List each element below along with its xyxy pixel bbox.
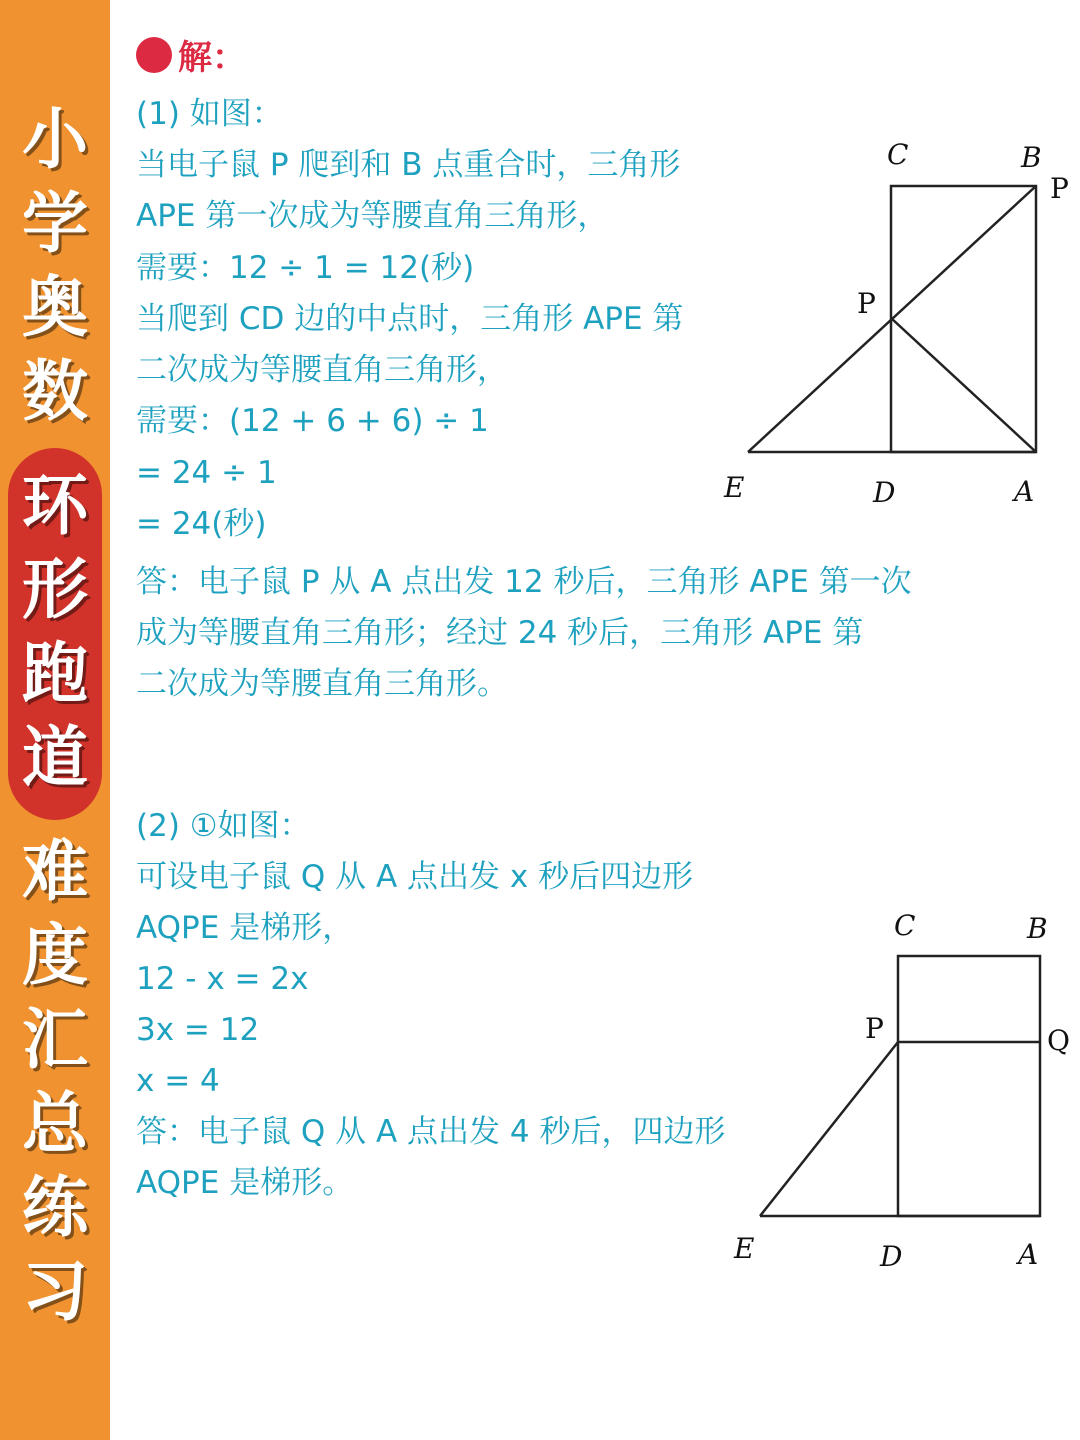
solution-title: 解： bbox=[178, 38, 246, 78]
part2-answer-line: 答：电子鼠 Q 从 A 点出发 4 秒后，四边形 bbox=[136, 1114, 726, 1150]
label-d: D bbox=[880, 1240, 903, 1273]
label-a: A bbox=[1018, 1238, 1039, 1271]
sidebar-char: 形 bbox=[22, 551, 88, 628]
sidebar-char: 奥 bbox=[22, 269, 88, 346]
sidebar-char: 学 bbox=[22, 185, 88, 262]
sidebar bbox=[0, 0, 110, 1440]
segment-e-to-p bbox=[760, 1042, 898, 1216]
label-p-mid: P bbox=[857, 287, 876, 320]
part1-line: 当电子鼠 P 爬到和 B 点重合时，三角形 bbox=[136, 147, 681, 183]
label-c: C bbox=[887, 138, 909, 171]
part2-line: 可设电子鼠 Q 从 A 点出发 x 秒后四边形 bbox=[136, 859, 694, 895]
label-e: E bbox=[724, 471, 745, 504]
part2-line: 12 - x = 2x bbox=[136, 961, 309, 997]
label-p: P bbox=[865, 1012, 884, 1045]
part1-line: 二次成为等腰直角三角形， bbox=[136, 352, 508, 388]
label-e: E bbox=[734, 1232, 755, 1265]
part1-answer-line: 二次成为等腰直角三角形。 bbox=[136, 666, 508, 702]
part1-line: 需要：12 ÷ 1 = 12(秒) bbox=[136, 250, 475, 286]
geometry-figure-1 bbox=[700, 130, 1080, 530]
sidebar-char: 汇 bbox=[22, 1001, 88, 1078]
part2-line: 3x = 12 bbox=[136, 1012, 260, 1048]
part2-line: (2) ①如图： bbox=[136, 808, 311, 844]
sidebar-char: 小 bbox=[22, 101, 88, 178]
bullet-dot-icon bbox=[136, 37, 172, 73]
sidebar-char: 难 bbox=[22, 833, 88, 910]
sidebar-char: 环 bbox=[22, 467, 88, 544]
part2-answer-line: AQPE 是梯形。 bbox=[136, 1165, 354, 1201]
label-d: D bbox=[873, 476, 896, 509]
label-a: A bbox=[1014, 475, 1035, 508]
sidebar-char: 练 bbox=[22, 1169, 88, 1246]
part1-line: (1) 如图： bbox=[136, 96, 283, 132]
label-c: C bbox=[894, 909, 916, 942]
rectangle-abcd bbox=[898, 956, 1040, 1216]
sidebar-char: 跑 bbox=[22, 635, 88, 712]
sidebar-char: 数 bbox=[22, 353, 88, 430]
sidebar-char: 度 bbox=[22, 917, 88, 994]
sidebar-char: 道 bbox=[22, 719, 88, 796]
part1-line: 需要：(12 + 6 + 6) ÷ 1 bbox=[136, 403, 489, 439]
label-p-corner: P bbox=[1050, 172, 1069, 205]
part2-line: AQPE 是梯形， bbox=[136, 910, 354, 946]
segment-p-to-a bbox=[891, 318, 1036, 452]
rectangle-abcd bbox=[891, 186, 1036, 452]
geometry-figure-2 bbox=[700, 900, 1080, 1280]
sidebar-char: 习 bbox=[22, 1253, 88, 1330]
solution-header bbox=[136, 30, 246, 79]
part1-line: APE 第一次成为等腰直角三角形， bbox=[136, 198, 609, 234]
part1-line: = 24 ÷ 1 bbox=[136, 455, 277, 491]
label-b: B bbox=[1021, 141, 1042, 174]
part1-line: 当爬到 CD 边的中点时，三角形 APE 第 bbox=[136, 301, 684, 337]
part2-line: x = 4 bbox=[136, 1063, 220, 1099]
part1-answer-line: 成为等腰直角三角形；经过 24 秒后，三角形 APE 第 bbox=[136, 615, 864, 651]
label-b: B bbox=[1027, 912, 1048, 945]
part1-answer-line: 答：电子鼠 P 从 A 点出发 12 秒后，三角形 APE 第一次 bbox=[136, 564, 912, 600]
part1-line: = 24(秒) bbox=[136, 506, 267, 542]
sidebar-char: 总 bbox=[22, 1085, 88, 1162]
label-q: Q bbox=[1047, 1024, 1070, 1057]
